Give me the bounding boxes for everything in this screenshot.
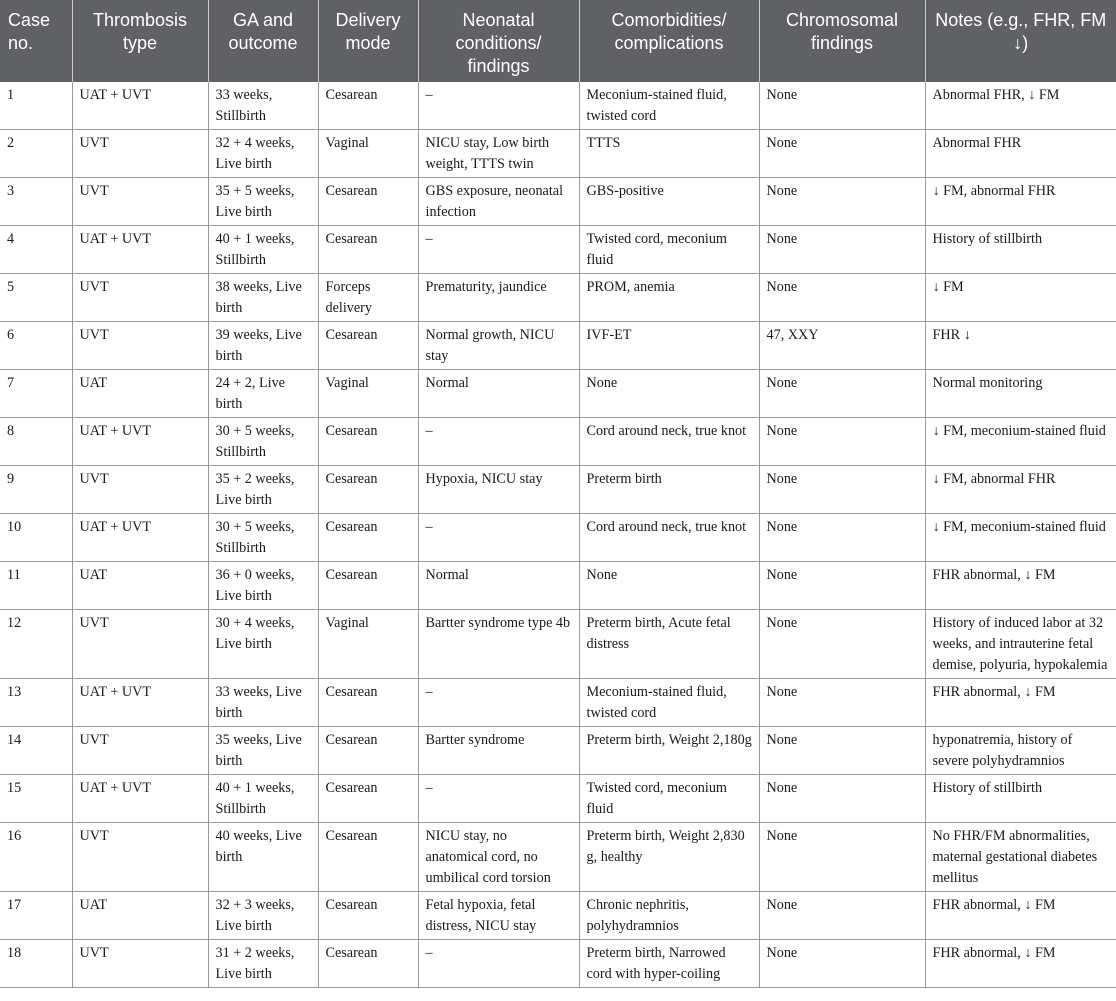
comorbidities-cell: Twisted cord, meconium fluid [579,775,759,823]
ga-outcome-cell: 36 + 0 weeks, Live birth [208,562,318,610]
case-no-cell: 15 [0,775,72,823]
notes-cell: Abnormal FHR, ↓ FM [925,82,1116,130]
chromosomal-findings-cell: None [759,940,925,988]
comorbidities-cell: Preterm birth, Acute fetal distress [579,610,759,679]
table-row [0,562,1116,610]
table-row [0,775,1116,823]
delivery-mode-cell: Cesarean [318,514,418,562]
case-no-cell: 12 [0,610,72,679]
delivery-mode-cell: Vaginal [318,370,418,418]
table-row [0,274,1116,322]
chromosomal-findings-cell: None [759,418,925,466]
delivery-mode-cell: Vaginal [318,610,418,679]
ga-outcome-cell: 40 + 1 weeks, Stillbirth [208,226,318,274]
case-no-cell: 3 [0,178,72,226]
thrombosis-type-cell: UAT [72,370,208,418]
table-row [0,823,1116,892]
notes-cell: ↓ FM, meconium-stained fluid [925,418,1116,466]
ga-outcome-cell: 24 + 2, Live birth [208,370,318,418]
thrombosis-type-cell: UVT [72,727,208,775]
notes-cell: Normal monitoring [925,370,1116,418]
delivery-mode-cell: Forceps delivery [318,274,418,322]
notes-cell: History of stillbirth [925,226,1116,274]
thrombosis-type-cell: UVT [72,130,208,178]
notes-cell: ↓ FM [925,274,1116,322]
chromosomal-findings-cell: None [759,514,925,562]
header-comorbidities: Comorbidities/ complications [579,0,759,82]
table-header [0,0,1116,82]
chromosomal-findings-cell: None [759,370,925,418]
thrombosis-type-cell: UVT [72,466,208,514]
neonatal-conditions-cell: Bartter syndrome type 4b [418,610,579,679]
thrombosis-type-cell: UVT [72,823,208,892]
table-row [0,892,1116,940]
header-ga-outcome: GA and outcome [208,0,318,82]
comorbidities-cell: None [579,370,759,418]
comorbidities-cell: TTTS [579,130,759,178]
header-thrombosis-type: Thrombosis type [72,0,208,82]
chromosomal-findings-cell: None [759,466,925,514]
notes-cell: FHR abnormal, ↓ FM [925,562,1116,610]
table-row [0,610,1116,679]
neonatal-conditions-cell: Normal growth, NICU stay [418,322,579,370]
thrombosis-type-cell: UVT [72,610,208,679]
neonatal-conditions-cell: – [418,82,579,130]
notes-cell: hyponatremia, history of severe polyhydramnios [925,727,1116,775]
header-row [0,0,1116,82]
header-chromosomal-findings: Chromosomal findings [759,0,925,82]
neonatal-conditions-cell: Bartter syndrome [418,727,579,775]
thrombosis-type-cell: UAT + UVT [72,775,208,823]
comorbidities-cell: Chronic nephritis, polyhydramnios [579,892,759,940]
comorbidities-cell: Twisted cord, meconium fluid [579,226,759,274]
case-no-cell: 4 [0,226,72,274]
delivery-mode-cell: Cesarean [318,679,418,727]
comorbidities-cell: Meconium-stained fluid, twisted cord [579,82,759,130]
notes-cell: Abnormal FHR [925,130,1116,178]
comorbidities-cell: GBS-positive [579,178,759,226]
delivery-mode-cell: Cesarean [318,178,418,226]
thrombosis-type-cell: UVT [72,940,208,988]
delivery-mode-cell: Cesarean [318,562,418,610]
case-no-cell: 1 [0,82,72,130]
comorbidities-cell: Preterm birth [579,466,759,514]
notes-cell: FHR abnormal, ↓ FM [925,940,1116,988]
chromosomal-findings-cell: None [759,274,925,322]
case-no-cell: 14 [0,727,72,775]
table-row [0,370,1116,418]
thrombosis-type-cell: UAT [72,562,208,610]
table-row [0,322,1116,370]
table-row [0,679,1116,727]
ga-outcome-cell: 33 weeks, Live birth [208,679,318,727]
neonatal-conditions-cell: NICU stay, Low birth weight, TTTS twin [418,130,579,178]
thrombosis-type-cell: UAT [72,892,208,940]
delivery-mode-cell: Cesarean [318,322,418,370]
ga-outcome-cell: 39 weeks, Live birth [208,322,318,370]
table-row [0,82,1116,130]
neonatal-conditions-cell: – [418,418,579,466]
case-no-cell: 13 [0,679,72,727]
comorbidities-cell: PROM, anemia [579,274,759,322]
ga-outcome-cell: 30 + 5 weeks, Stillbirth [208,418,318,466]
neonatal-conditions-cell: GBS exposure, neonatal infection [418,178,579,226]
thrombosis-type-cell: UVT [72,274,208,322]
chromosomal-findings-cell: None [759,892,925,940]
delivery-mode-cell: Cesarean [318,82,418,130]
case-no-cell: 7 [0,370,72,418]
delivery-mode-cell: Cesarean [318,775,418,823]
ga-outcome-cell: 35 + 2 weeks, Live birth [208,466,318,514]
comorbidities-cell: Preterm birth, Weight 2,830 g, healthy [579,823,759,892]
delivery-mode-cell: Cesarean [318,823,418,892]
ga-outcome-cell: 35 weeks, Live birth [208,727,318,775]
notes-cell: ↓ FM, abnormal FHR [925,466,1116,514]
chromosomal-findings-cell: None [759,823,925,892]
ga-outcome-cell: 40 + 1 weeks, Stillbirth [208,775,318,823]
table-row [0,466,1116,514]
table-row [0,226,1116,274]
neonatal-conditions-cell: – [418,775,579,823]
thrombosis-type-cell: UAT + UVT [72,679,208,727]
notes-cell: History of stillbirth [925,775,1116,823]
neonatal-conditions-cell: Normal [418,370,579,418]
comorbidities-cell: Preterm birth, Narrowed cord with hyper-coiling [579,940,759,988]
case-no-cell: 8 [0,418,72,466]
neonatal-conditions-cell: – [418,940,579,988]
delivery-mode-cell: Cesarean [318,226,418,274]
thrombosis-type-cell: UAT + UVT [72,82,208,130]
case-no-cell: 16 [0,823,72,892]
case-no-cell: 2 [0,130,72,178]
header-delivery-mode: Delivery mode [318,0,418,82]
thrombosis-type-cell: UAT + UVT [72,226,208,274]
case-no-cell: 10 [0,514,72,562]
case-no-cell: 17 [0,892,72,940]
table-row [0,178,1116,226]
header-case-no: Case no. [0,0,72,82]
thrombosis-type-cell: UVT [72,178,208,226]
notes-cell: FHR abnormal, ↓ FM [925,892,1116,940]
table-row [0,727,1116,775]
chromosomal-findings-cell: None [759,562,925,610]
comorbidities-cell: IVF-ET [579,322,759,370]
header-neonatal-conditions: Neonatal conditions/ findings [418,0,579,82]
chromosomal-findings-cell: None [759,775,925,823]
chromosomal-findings-cell: None [759,727,925,775]
thrombosis-type-cell: UAT + UVT [72,514,208,562]
table-row [0,940,1116,988]
notes-cell: FHR abnormal, ↓ FM [925,679,1116,727]
delivery-mode-cell: Vaginal [318,130,418,178]
ga-outcome-cell: 33 weeks, Stillbirth [208,82,318,130]
table-row [0,130,1116,178]
comorbidities-cell: Cord around neck, true knot [579,514,759,562]
chromosomal-findings-cell: None [759,610,925,679]
delivery-mode-cell: Cesarean [318,892,418,940]
table-row [0,418,1116,466]
notes-cell: ↓ FM, meconium-stained fluid [925,514,1116,562]
comorbidities-cell: Preterm birth, Weight 2,180g [579,727,759,775]
neonatal-conditions-cell: – [418,679,579,727]
ga-outcome-cell: 30 + 4 weeks, Live birth [208,610,318,679]
chromosomal-findings-cell: None [759,82,925,130]
case-no-cell: 18 [0,940,72,988]
delivery-mode-cell: Cesarean [318,418,418,466]
notes-cell: History of induced labor at 32 weeks, and intrauterine fetal demise, polyuria, hypokalemia [925,610,1116,679]
case-no-cell: 11 [0,562,72,610]
chromosomal-findings-cell: None [759,178,925,226]
header-notes: Notes (e.g., FHR, FM ↓) [925,0,1116,82]
ga-outcome-cell: 31 + 2 weeks, Live birth [208,940,318,988]
neonatal-conditions-cell: Fetal hypoxia, fetal distress, NICU stay [418,892,579,940]
table-row [0,514,1116,562]
case-no-cell: 5 [0,274,72,322]
chromosomal-findings-cell: None [759,130,925,178]
neonatal-conditions-cell: Normal [418,562,579,610]
comorbidities-cell: Cord around neck, true knot [579,418,759,466]
notes-cell: ↓ FM, abnormal FHR [925,178,1116,226]
comorbidities-cell: Meconium-stained fluid, twisted cord [579,679,759,727]
delivery-mode-cell: Cesarean [318,940,418,988]
ga-outcome-cell: 32 + 4 weeks, Live birth [208,130,318,178]
neonatal-conditions-cell: Hypoxia, NICU stay [418,466,579,514]
table-body [0,82,1116,988]
ga-outcome-cell: 30 + 5 weeks, Stillbirth [208,514,318,562]
ga-outcome-cell: 32 + 3 weeks, Live birth [208,892,318,940]
neonatal-conditions-cell: NICU stay, no anatomical cord, no umbilical cord torsion [418,823,579,892]
case-no-cell: 9 [0,466,72,514]
neonatal-conditions-cell: Prematurity, jaundice [418,274,579,322]
chromosomal-findings-cell: 47, XXY [759,322,925,370]
comorbidities-cell: None [579,562,759,610]
ga-outcome-cell: 38 weeks, Live birth [208,274,318,322]
thrombosis-type-cell: UAT + UVT [72,418,208,466]
ga-outcome-cell: 35 + 5 weeks, Live birth [208,178,318,226]
neonatal-conditions-cell: – [418,226,579,274]
thrombosis-type-cell: UVT [72,322,208,370]
notes-cell: FHR ↓ [925,322,1116,370]
notes-cell: No FHR/FM abnormalities, maternal gestational diabetes mellitus [925,823,1116,892]
chromosomal-findings-cell: None [759,226,925,274]
chromosomal-findings-cell: None [759,679,925,727]
delivery-mode-cell: Cesarean [318,727,418,775]
neonatal-conditions-cell: – [418,514,579,562]
ga-outcome-cell: 40 weeks, Live birth [208,823,318,892]
case-no-cell: 6 [0,322,72,370]
delivery-mode-cell: Cesarean [318,466,418,514]
